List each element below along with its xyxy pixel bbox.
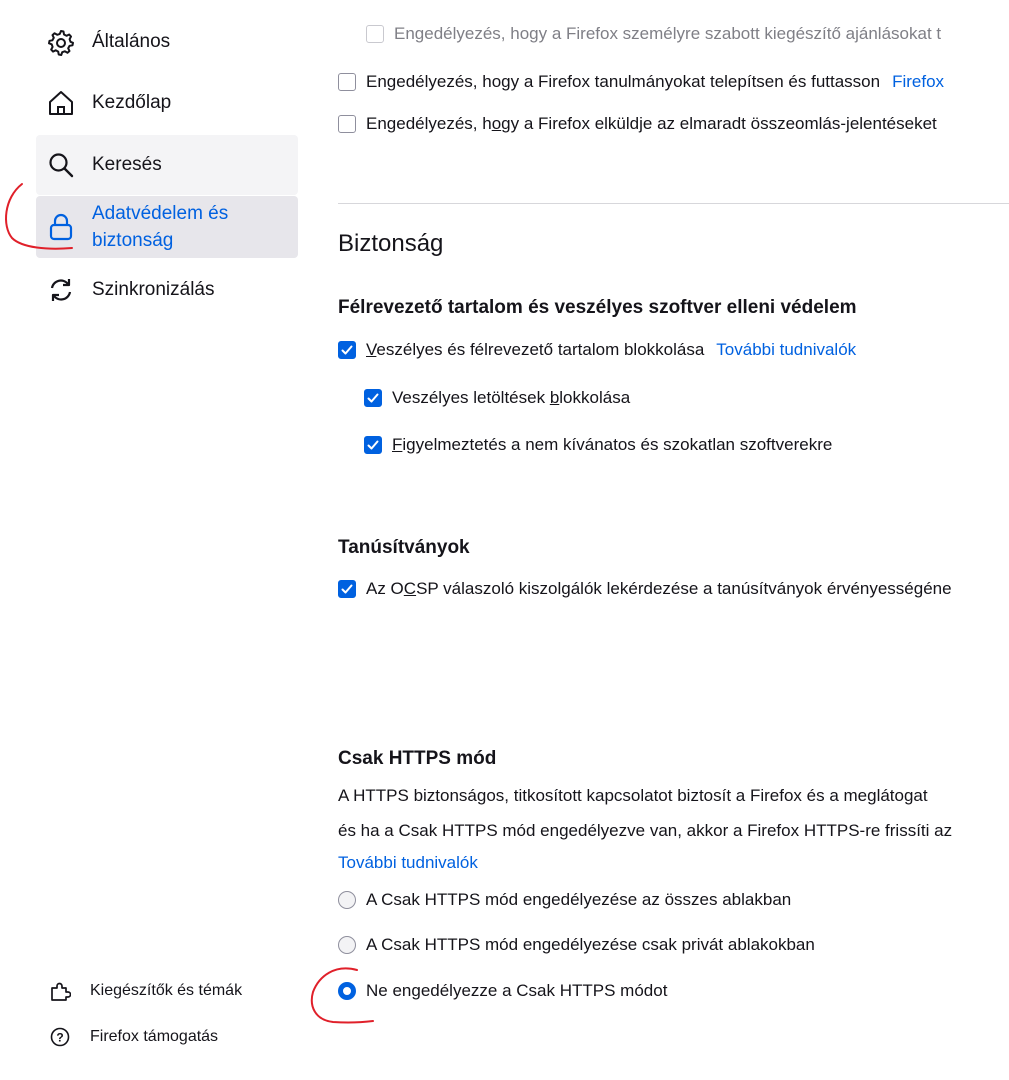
label-line-2: biztonság (92, 230, 174, 251)
studies-label: Engedélyezés, hogy a Firefox tanulmányokat telepítsen és futtasson (366, 72, 881, 91)
warn-unwanted-row[interactable] (364, 435, 832, 455)
recommend-extensions-checkbox[interactable] (366, 25, 384, 43)
help-icon (48, 1025, 72, 1049)
block-dangerous-row[interactable] (338, 340, 856, 360)
https-all-windows-radio[interactable] (338, 891, 356, 909)
warn-unwanted-checkbox[interactable] (364, 436, 382, 454)
warn-unwanted-label (392, 435, 832, 455)
section-divider (338, 203, 1009, 204)
block-downloads-row[interactable] (364, 388, 630, 408)
security-section-title: Biztonság (338, 230, 444, 257)
crash-reports-label (366, 114, 937, 134)
sidebar-item-label: Általános (92, 31, 171, 52)
support-label: Firefox támogatás (90, 1028, 219, 1045)
accesskey: C (403, 579, 417, 598)
https-only-heading: Csak HTTPS mód (338, 748, 497, 769)
checkmark-icon (340, 582, 354, 596)
text-part: lokkolása (559, 388, 631, 407)
search-icon (46, 150, 76, 180)
support-link[interactable] (48, 1025, 218, 1049)
checkmark-icon (340, 343, 354, 357)
studies-row[interactable] (338, 72, 944, 92)
crash-reports-row[interactable] (338, 114, 937, 134)
text-part: eszélyes és félrevezető tartalom blokkolása (376, 340, 705, 359)
text-part: SP válaszoló kiszolgálók lekérdezése a tanúsítványok érvényességéne (416, 579, 952, 598)
https-option-label: Ne engedélyezze a Csak HTTPS módot (366, 981, 668, 1000)
puzzle-icon (48, 979, 72, 1003)
recommend-extensions-label: Engedélyezés, hogy a Firefox személyre szabott kiegészítő ajánlásokat t (394, 24, 942, 43)
block-dangerous-label (366, 340, 704, 360)
https-private-windows-radio[interactable] (338, 936, 356, 954)
sync-icon (46, 275, 76, 305)
block-dangerous-checkbox[interactable] (338, 341, 356, 359)
text-part: Veszélyes letöltések (392, 388, 550, 407)
sidebar-item-label: Keresés (92, 154, 162, 175)
text-part: Az O (366, 579, 404, 598)
svg-text:?: ? (56, 1030, 64, 1045)
lock-icon (46, 212, 76, 242)
ocsp-label (366, 579, 952, 599)
https-learn-more-link[interactable]: További tudnivalók (338, 853, 478, 872)
sidebar-item-label: Kezdőlap (92, 92, 172, 113)
https-option-label: A Csak HTTPS mód engedélyezése csak privát ablakokban (366, 935, 815, 954)
block-downloads-checkbox[interactable] (364, 389, 382, 407)
https-option-label: A Csak HTTPS mód engedélyezése az összes ablakban (366, 890, 792, 909)
sidebar-item-sync[interactable] (36, 260, 298, 320)
studies-link[interactable]: Firefox (892, 72, 945, 91)
accesskey: o (491, 114, 502, 133)
block-downloads-label (392, 388, 630, 408)
deceptive-content-heading: Félrevezető tartalom és veszélyes szoftver elleni védelem (338, 297, 857, 318)
https-option-all-windows[interactable] (338, 890, 791, 910)
ocsp-checkbox[interactable] (338, 580, 356, 598)
addons-link[interactable] (48, 979, 242, 1003)
sidebar-item-general[interactable] (36, 12, 298, 72)
learn-more-link[interactable]: További tudnivalók (716, 340, 857, 359)
https-description-line-2: és ha a Csak HTTPS mód engedélyezve van, akkor a Firefox HTTPS-re frissíti az (338, 821, 953, 840)
certificates-heading: Tanúsítványok (338, 537, 470, 558)
accesskey: F (392, 435, 403, 454)
https-option-private-windows[interactable] (338, 935, 815, 955)
checkmark-icon (366, 391, 380, 405)
accesskey: b (549, 388, 560, 407)
https-disabled-radio[interactable] (338, 982, 356, 1000)
addons-label: Kiegészítők és témák (90, 982, 243, 999)
sidebar-item-search[interactable] (36, 135, 298, 195)
sidebar (0, 0, 310, 1080)
https-option-disabled[interactable] (338, 981, 667, 1001)
home-icon (46, 88, 76, 118)
label-line-1: Adatvédelem és (92, 203, 229, 224)
https-description-line-1: A HTTPS biztonságos, titkosított kapcsolatot biztosít a Firefox és a meglátogat (338, 786, 928, 805)
sidebar-item-privacy[interactable] (36, 196, 298, 258)
sidebar-item-label (92, 200, 228, 254)
crash-reports-checkbox[interactable] (338, 115, 356, 133)
text-part: Engedélyezés, h (366, 114, 492, 133)
sidebar-item-label: Szinkronizálás (92, 279, 215, 300)
recommend-extensions-row[interactable] (366, 24, 941, 44)
text-part: igyelmeztetés a nem kívánatos és szokatlan szoftverekre (402, 435, 833, 454)
ocsp-row[interactable] (338, 579, 952, 599)
checkmark-icon (366, 438, 380, 452)
main-content (310, 0, 1009, 1080)
studies-checkbox[interactable] (338, 73, 356, 91)
sidebar-item-home[interactable] (36, 73, 298, 133)
accesskey: V (366, 340, 377, 359)
gear-icon (46, 27, 76, 57)
text-part: gy a Firefox elküldje az elmaradt összeomlás-jelentéseket (501, 114, 937, 133)
